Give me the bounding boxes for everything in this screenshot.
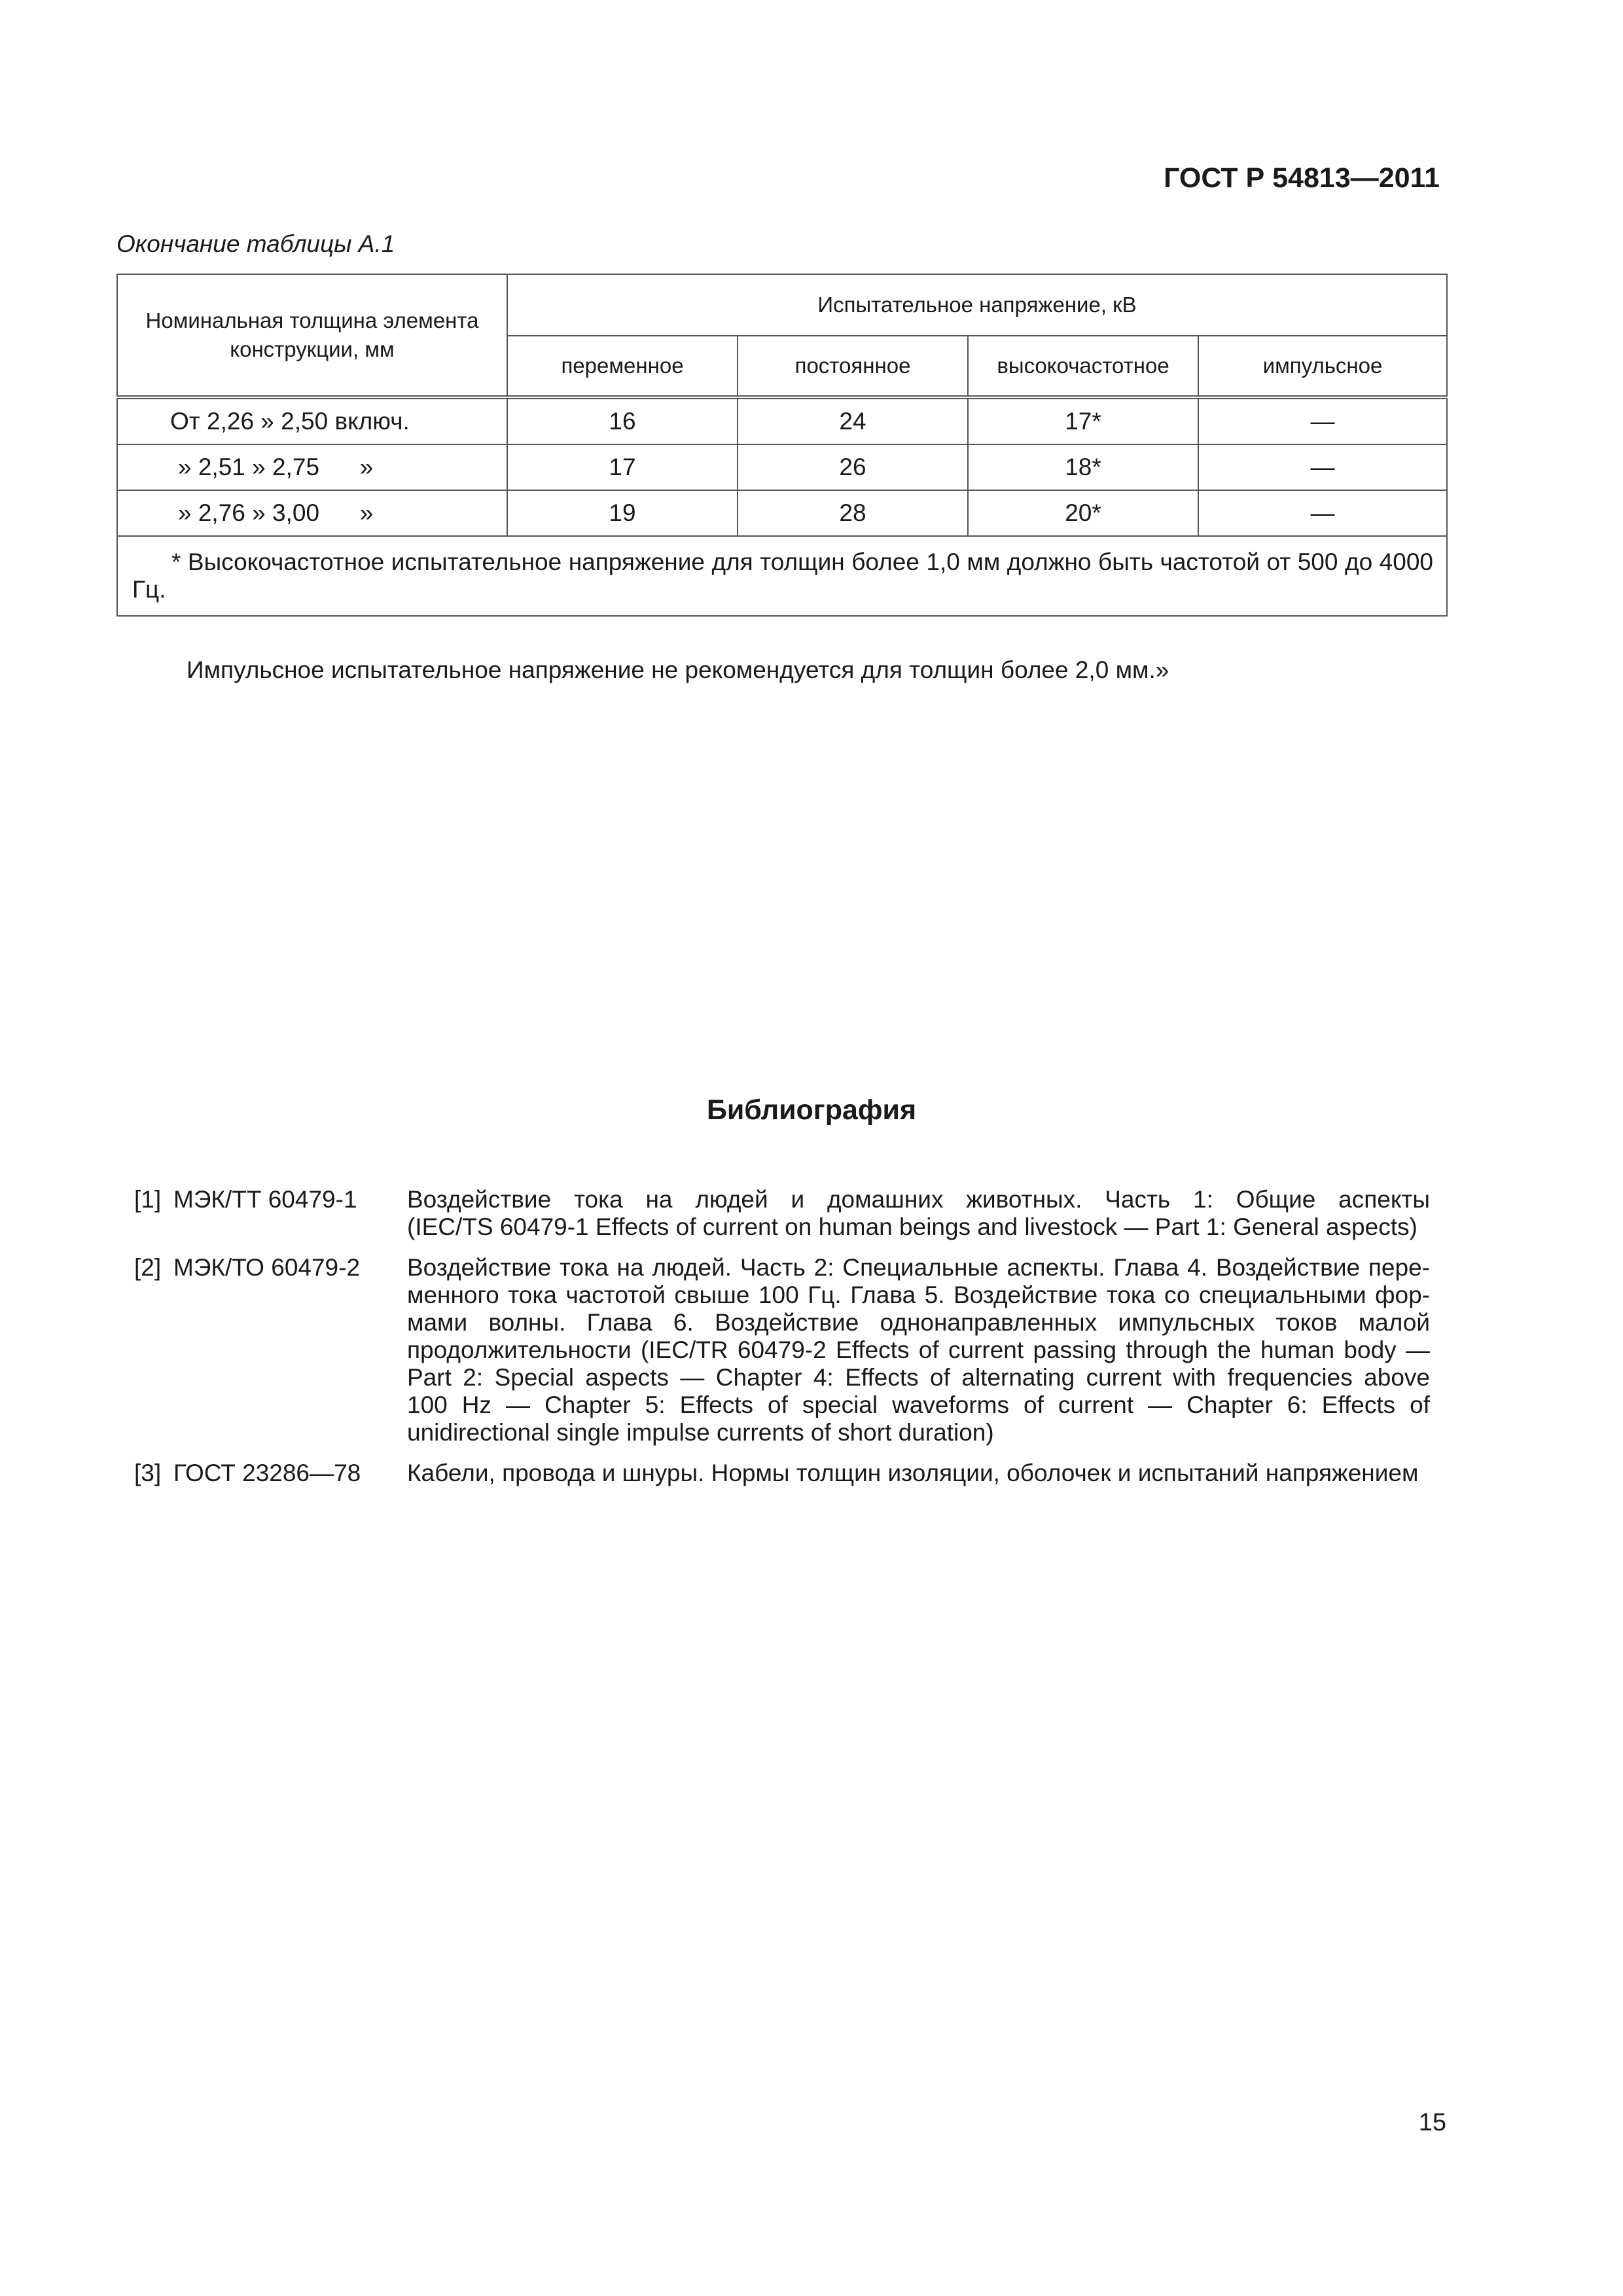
table-caption: Окончание таблицы А.1: [116, 230, 395, 257]
bib-description: [407, 1460, 1430, 1487]
page-number: 15: [1418, 2109, 1446, 2136]
bib-line: мами волны. Глава 6. Воздействие однонаправленных импульсных токов малой: [407, 1309, 1430, 1336]
bib-code: ГОСТ 23286—78: [173, 1460, 361, 1486]
bib-line: unidirectional single impulse currents of short duration): [407, 1419, 994, 1446]
bib-number: [3]: [134, 1460, 162, 1486]
impulse-statement: Импульсное испытательное напряжение не рекомендуется для толщин более 2,0 мм.»: [187, 656, 1169, 683]
bib-line: продолжительности (IEC/TR 60479-2 Effects of current passing through the human body —: [407, 1336, 1430, 1363]
table-footnote-row: [117, 536, 1447, 616]
cell-impulse: —: [1198, 397, 1447, 444]
cell-impulse: —: [1198, 444, 1447, 490]
table-row: [117, 490, 1447, 536]
cell-thickness: » 2,76 » 3,00 »: [117, 490, 507, 536]
cell-dc: 24: [738, 397, 968, 444]
bib-line: Кабели, провода и шнуры. Нормы толщин изоляции, оболочек и испытаний напряжением: [407, 1460, 1419, 1486]
bib-code: МЭК/ТО 60479-2: [173, 1254, 361, 1281]
header-voltage: Испытательное напряжение, кВ: [507, 274, 1447, 336]
cell-ac: 17: [507, 444, 738, 490]
footnote-text: * Высокочастотное испытательное напряжение для толщин более 1,0 мм должно быть частотой от 500 до 4000 Гц.: [132, 548, 1433, 603]
cell-ac: 16: [507, 397, 738, 444]
bibliography-item: [134, 1460, 1430, 1487]
table-row: [117, 397, 1447, 444]
bib-line: Воздействие тока на людей и домашних животных. Часть 1: Общие аспекты: [407, 1186, 1430, 1213]
cell-hf: 17*: [968, 397, 1198, 444]
cell-dc: 28: [738, 490, 968, 536]
cell-ac: 19: [507, 490, 738, 536]
bib-description: [407, 1254, 1430, 1446]
header-impulse: импульсное: [1198, 336, 1447, 397]
header-dc: постоянное: [738, 336, 968, 397]
document-code: ГОСТ Р 54813—2011: [1164, 162, 1440, 194]
cell-hf: 18*: [968, 444, 1198, 490]
bib-description: [407, 1186, 1430, 1241]
bib-number: [2]: [134, 1254, 162, 1281]
header-ac: переменное: [507, 336, 738, 397]
table-footnote: [117, 536, 1447, 616]
table-header-row: [117, 274, 1447, 336]
cell-hf: 20*: [968, 490, 1198, 536]
bibliography-item: [134, 1254, 1430, 1446]
bib-number: [1]: [134, 1186, 162, 1213]
bibliography-title: Библиография: [706, 1094, 917, 1126]
table-row: [117, 444, 1447, 490]
bib-code: МЭК/ТТ 60479-1: [173, 1186, 357, 1213]
voltage-table: [116, 274, 1448, 617]
cell-thickness: От 2,26 » 2,50 включ.: [117, 397, 507, 444]
bib-line: Part 2: Special aspects — Chapter 4: Effects of alternating current with frequencies above: [407, 1364, 1430, 1391]
cell-thickness: » 2,51 » 2,75 »: [117, 444, 507, 490]
bibliography-list: [134, 1186, 1430, 1500]
header-hf: высокочастотное: [968, 336, 1198, 397]
cell-impulse: —: [1198, 490, 1447, 536]
cell-dc: 26: [738, 444, 968, 490]
bib-line: 100 Hz — Chapter 5: Effects of special waveforms of current — Chapter 6: Effects of: [407, 1391, 1430, 1418]
bibliography-item: [134, 1186, 1430, 1241]
bib-line: менного тока частотой свыше 100 Гц. Глава 5. Воздействие тока со специальными фор-: [407, 1282, 1430, 1308]
bib-line: Воздействие тока на людей. Часть 2: Специальные аспекты. Глава 4. Воздействие пере-: [407, 1254, 1430, 1281]
header-thickness: Номинальная толщина элемента конструкции, мм: [117, 274, 507, 397]
bib-line: (IEC/TS 60479-1 Effects of current on human beings and livestock — Part 1: General aspects): [407, 1213, 1418, 1240]
